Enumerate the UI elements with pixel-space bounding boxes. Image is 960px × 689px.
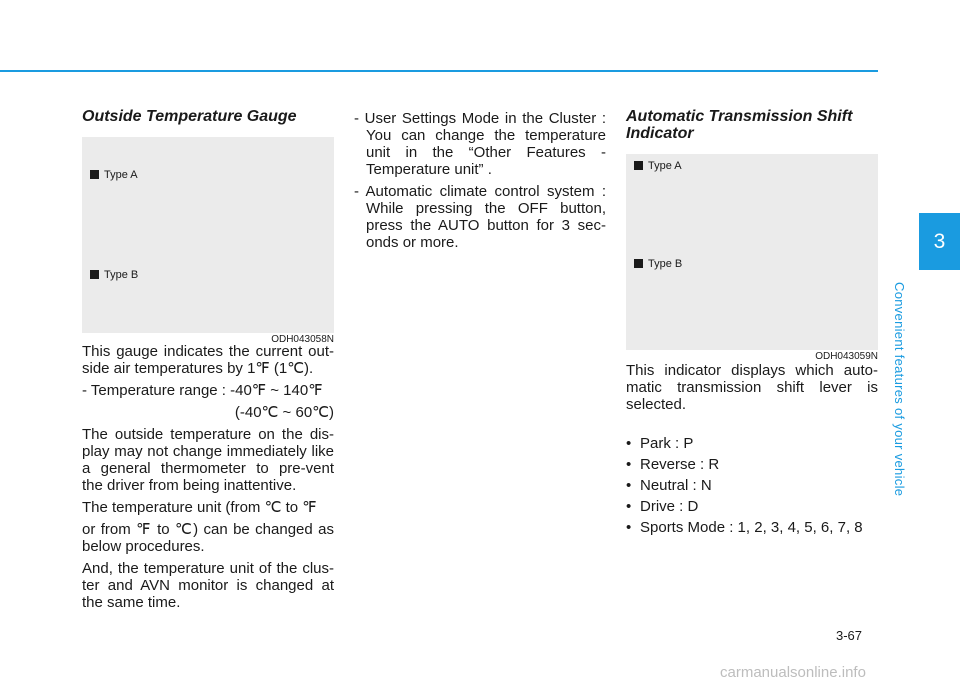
paragraph: This gauge indicates the current out-side air temperatures by 1℉ (1℃).: [82, 343, 334, 377]
figure-code: ODH043059N: [815, 351, 878, 362]
bullet-icon: •: [626, 435, 632, 452]
bullet-icon: •: [626, 498, 632, 515]
square-bullet-icon: [634, 161, 643, 170]
figure-shift-indicator: [626, 154, 878, 362]
figure-code: ODH043058N: [271, 334, 334, 345]
watermark: carmanualsonline.info: [720, 664, 866, 681]
temperature-range-line1: - Temperature range : -40℉ ~ 140℉: [82, 382, 323, 399]
section-heading-shift-indicator: Automatic Transmission Shift Indicator: [626, 108, 853, 142]
gear-list: [626, 435, 878, 536]
list-item: • Neutral : N: [626, 477, 712, 494]
column-right: [626, 108, 878, 540]
column-left: [82, 108, 334, 616]
square-bullet-icon: [90, 170, 99, 179]
page-number: 3-67: [836, 628, 863, 643]
chapter-number: 3: [933, 230, 946, 253]
paragraph: And, the temperature unit of the clus-ter and AVN monitor is changed at the same time.: [82, 560, 334, 611]
square-bullet-icon: [90, 270, 99, 279]
figure-tag-b: Type B: [90, 269, 138, 281]
square-bullet-icon: [634, 259, 643, 268]
chapter-side-title: Convenient features of your vehicle: [892, 282, 907, 497]
list-item: • Sports Mode : 1, 2, 3, 4, 5, 6, 7, 8: [626, 519, 863, 536]
bullet-icon: •: [626, 477, 632, 494]
figure-tag-a: Type A: [90, 169, 138, 181]
temperature-range-line2: (-40℃ ~ 60℃): [234, 404, 334, 421]
paragraph: or from ℉ to ℃) can be changed as below procedures.: [82, 521, 334, 555]
chapter-tab: [919, 213, 960, 270]
figure-tag-b: Type B: [634, 258, 682, 270]
paragraph: This indicator displays which auto-matic transmission shift lever is selected.: [626, 362, 878, 413]
section-heading-outside-temp: Outside Temperature Gauge: [82, 108, 297, 125]
list-item: • Drive : D: [626, 498, 699, 515]
figure-outside-temp: [82, 137, 334, 345]
list-item: - User Settings Mode in the Cluster : You can change the temperature unit in the “Other Features - Temperature unit” .: [354, 110, 606, 178]
figure-tag-a: Type A: [634, 160, 682, 172]
column-middle: [354, 110, 606, 256]
header-rule: [0, 70, 878, 72]
list-item: • Reverse : R: [626, 456, 720, 473]
bullet-icon: •: [626, 456, 632, 473]
paragraph: The temperature unit (from ℃ to ℉: [82, 499, 317, 516]
list-item: - Automatic climate control system : While pressing the OFF button, press the AUTO button for 3 sec-onds or more.: [354, 183, 606, 251]
paragraph: The outside temperature on the dis-play may not change immediately like a general thermometer to pre-vent the driver from being inattentive.: [82, 426, 334, 494]
bullet-icon: •: [626, 519, 632, 536]
list-item: • Park : P: [626, 435, 694, 452]
